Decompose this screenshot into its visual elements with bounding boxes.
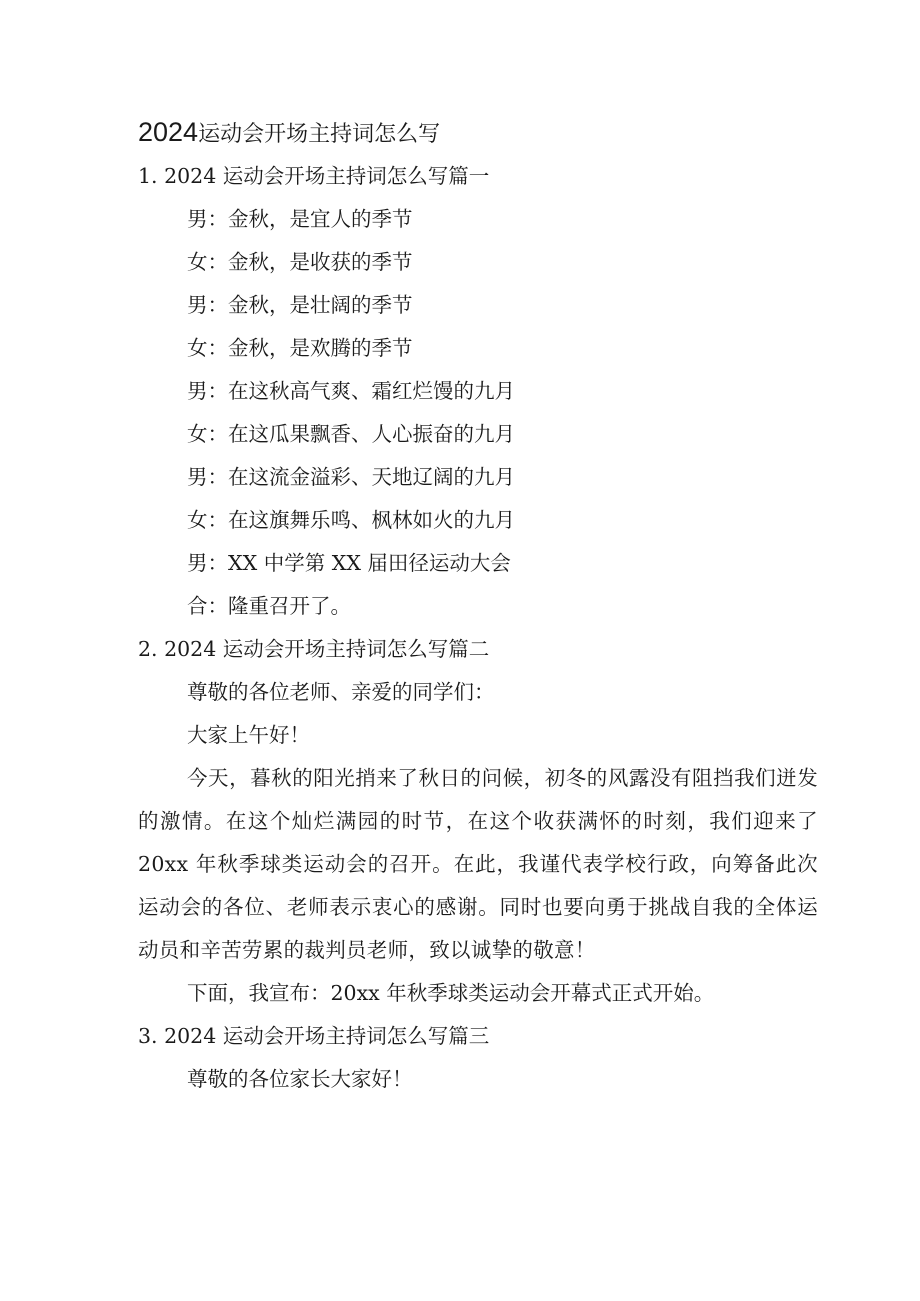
dialogue-line: 女：在这旗舞乐鸣、枫林如火的九月 — [187, 508, 515, 532]
section-heading-2: 2. 2024 运动会开场主持词怎么写篇二 — [138, 637, 490, 661]
document-body — [138, 155, 818, 1101]
dialogue-line: 女：金秋，是收获的季节 — [187, 250, 413, 274]
salutation-line: 尊敬的各位家长大家好！ — [187, 1067, 413, 1091]
dialogue-line: 女：金秋，是欢腾的季节 — [187, 336, 413, 360]
dialogue-line: 男：金秋，是壮阔的季节 — [187, 293, 413, 317]
closing-line: 下面，我宣布：20xx 年秋季球类运动会开幕式正式开始。 — [187, 981, 715, 1005]
dialogue-line: 女：在这瓜果飘香、人心振奋的九月 — [187, 422, 515, 446]
dialogue-line: 男：在这流金溢彩、天地辽阔的九月 — [187, 465, 515, 489]
body-paragraph: 今天，暮秋的阳光捎来了秋日的问候，初冬的风露没有阻挡我们迸发的激情。在这个灿烂满园的时节，在这个收获满怀的时刻，我们迎来了 20xx 年秋季球类运动会的召开。在此，我谨代表学校行政，向筹备此次运动会的各位、老师表示衷心的感谢。同时也要向勇于挑战自我的全体运动员和辛苦劳累的裁判员老师，致以诚挚的敬意！ — [138, 766, 818, 962]
title-year: 2024 — [138, 117, 199, 147]
section-heading-1: 1. 2024 运动会开场主持词怎么写篇一 — [138, 164, 490, 188]
salutation-line: 尊敬的各位老师、亲爱的同学们： — [187, 680, 495, 704]
greeting-line: 大家上午好！ — [187, 723, 310, 747]
section-heading-3: 3. 2024 运动会开场主持词怎么写篇三 — [138, 1024, 490, 1048]
dialogue-line: 男：XX 中学第 XX 届田径运动大会 — [187, 551, 511, 575]
title-text: 运动会开场主持词怎么写 — [198, 122, 441, 147]
dialogue-line: 男：金秋，是宜人的季节 — [187, 207, 413, 231]
dialogue-line: 男：在这秋高气爽、霜红烂馒的九月 — [187, 379, 515, 403]
dialogue-line: 合：隆重召开了。 — [187, 594, 351, 618]
document-title — [138, 112, 440, 155]
